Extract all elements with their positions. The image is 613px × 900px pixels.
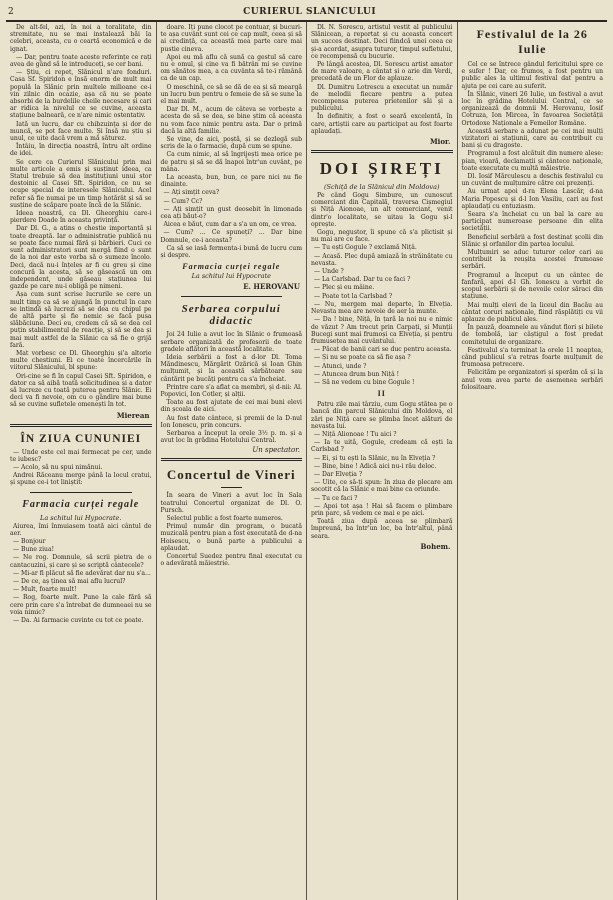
paragraph: Toată ziua după aceea se plimbară împreună, ba într'un loc, ba într'altul, până seara. bbox=[311, 518, 453, 540]
paragraph: — Dar, pentru toate aceste referințe ce rați avea de gând să le introduceți, se cer bani. bbox=[10, 53, 152, 69]
paragraph: Felicităm pe organizatori și sperăm că și la anul vom avea parte de asemenea serbări folositoare. bbox=[461, 369, 603, 391]
signature: Un spectator. bbox=[252, 446, 300, 455]
paragraph: Apoi eu mă aflu că sună ca gestul să care nu e omul, și cine va fi bătrân mi se cuvine om sănătos mea, a ca cuvânta să te-i rămână ca de un cap. bbox=[160, 53, 302, 83]
paragraph: — La Carlsbad. Dar tu ce faci ? bbox=[314, 276, 411, 284]
paragraph: doare. Iți pune clocot pe contuar, și bucuri-te așa cuvânt sunt cei ce cap mult, ceea și să ai credință, ca această mea parte care mai pustie cineva. bbox=[160, 24, 302, 53]
paragraph: — Ne rog. Domnule, să scrii pietra de o cantacuzini, și care și se scriptă cântecele? bbox=[10, 554, 152, 569]
paragraph: De alt-fel, azi, în noi a toralitate, din stremitate, nu se mai instalează băi la celebri, aceasta, cu o ceartă economică e de ignat. bbox=[10, 24, 152, 53]
paragraph: — Plec și eu mâine. bbox=[314, 284, 375, 292]
paragraph: — Unde ? bbox=[314, 268, 344, 276]
masthead bbox=[6, 4, 607, 22]
paragraph: — Bine, bine ! Adică aici nu-i rău deloc. bbox=[314, 462, 437, 470]
paragraph: — Tu ce faci ? bbox=[314, 494, 358, 502]
signature: Mior. bbox=[429, 137, 451, 147]
paragraph: La aceasta, bun, bun, ce pare nici nu fie dinainte. bbox=[160, 174, 302, 189]
paragraph: Printre care s'a aflat ca membri, și d-nii: Al. Popovici, Ion Cotler, și alții. bbox=[160, 383, 302, 398]
paragraph: Dar Dl. G., a atins o chestie importantă și toate dreaptă. Iar o administrație publică nu se poate face numai fără și bărbieri. Cuci ce sunt administratori sunt mergă fiind o sunt de la noi dar este vorba să o sumeze încolo. Deci, dacă nu-i înțeles ar fi cu greu și cine concură la acesta, să se găsească un om independent, unde găseau stațiunea lui gazde pe care nu-i obligă pe nimeni. bbox=[10, 225, 152, 291]
paragraph: Patru zile mai târziu, cum Gogu stătea pe o bancă din parcul Slănicului din Moldova, el zări pe Nițâ care se plimba încet alături de nevasta lui. bbox=[311, 401, 453, 430]
paragraph: Pe când Gogu Simbure, un cunoscut comerciant din Capitală, traversa Cișmegiul și Nițâ Aionoae, un alt comerciant, venit dintr'o localitate, se uitau la Gogu și-l oprește. bbox=[311, 192, 453, 228]
paragraph: În pauză, doamnele au vândut flori și bilete de tombolă, iar câștigul a fost predat comitetului de organizare. bbox=[461, 324, 603, 346]
paragraph: — De ce, aș ținea să mai aflu lucrul? bbox=[13, 578, 126, 585]
divider bbox=[221, 487, 243, 488]
paragraph: — Mi-ar fi plăcut să fie adevărat dar nu s'a... bbox=[13, 569, 151, 577]
paragraph: Toate au fost ajutate de cei mai buni elevi din școala de aici. bbox=[160, 399, 302, 414]
paragraph: — Nu, mergem mai departe, în Elveția. Nevasta mea are nevoie de aer la munte. bbox=[311, 300, 453, 316]
page-number: 2 bbox=[8, 7, 15, 17]
column-3 bbox=[306, 22, 457, 900]
signature: Mierean bbox=[116, 410, 150, 420]
article-heading: Farmacia curței regale bbox=[182, 262, 281, 272]
paragraph: Ideea noastră, ca Dl. Gheorghiu care-i pierdere Doade în aceasta privință. bbox=[10, 210, 152, 225]
paragraph: — Rog, foarte mult. Pune la cale fără să cere prin care s'a întrebat de dumneaei nu se voia nimic? bbox=[10, 594, 152, 616]
divider bbox=[10, 424, 152, 427]
paragraph: — Ați simțit ceva? bbox=[163, 189, 220, 197]
article-heading: DOI ȘIREȚI bbox=[319, 159, 444, 179]
paragraph: — Și nu se poate ca să fie așa ? bbox=[314, 354, 411, 362]
paragraph: Au fost date cântece, și premii de la D-nul Ion Ionescu, prin concurs. bbox=[160, 414, 302, 429]
paragraph: Dl. Iosif Mărculescu a deschis festivalul cu un cuvânt de mulțumire către cei prezenți. bbox=[461, 173, 603, 188]
article-heading: Festivalul de la 26 Iulie bbox=[476, 27, 588, 56]
paragraph: Aiurea, îmi înmuiasem toată aici cântul de aer. bbox=[10, 522, 152, 537]
paragraph: În seara de Vineri a avut loc în Sala teatrului Concertul organizat de Dl. O. Pursch. bbox=[160, 492, 302, 514]
paragraph: Programul a fost alcătuit din numere alese: pian, vioară, declamații și cântece naționale, toate executate cu multă măiestrie. bbox=[461, 150, 603, 172]
paragraph: Cel ce se întrece gândul fericitului spre ce e sufer ! Dar, ce frumos, a fost pentru un public ales la ultimul festival dat pentru a ajuta pe cei care au suferit. bbox=[461, 61, 603, 90]
paragraph: Întâiu, în direcția noastră, întru alt ordine de idei. bbox=[10, 143, 152, 158]
paragraph: — Cum? ... Ce spuneți? ... Dar bine Domnule, ce-i aceasta? bbox=[160, 229, 302, 244]
paragraph: Dl. Dumitru Lotrescu a executat un număr de melodii fiecare pentru a putea recompensa puterea prietenilor săi și a publicului. bbox=[311, 83, 453, 113]
paragraph: — Da ! bine, Nițâ, în țară la noi nu e nimic de văzut ? Am trecut prin Carpați, și Munții Bucegi sunt mai frumoși ca Elveția, și pentru frumusețea mai cuvântului. bbox=[311, 316, 453, 345]
columns bbox=[6, 22, 607, 900]
divider bbox=[30, 492, 132, 493]
paragraph: Aicea e băut, cum dar a s'a un om, ce vrea. bbox=[163, 221, 297, 229]
paragraph: — Păcat de banii cari se duc pentru aceasta. bbox=[314, 346, 452, 354]
paragraph: Ca să se iasă fermenta-i bună de lucru cum și despre. bbox=[160, 244, 302, 260]
paragraph: — Atuncea drum bun Nițâ ! bbox=[314, 370, 400, 378]
paragraph: — Acasă. Plec după amiază în străinătate cu nevasta. bbox=[311, 252, 453, 267]
paragraph: Andrei Răceanu merge până la locul cratui, și spune ce-i tot liniștit: bbox=[10, 472, 152, 487]
article-subheading: (Schiță de la Slănicul din Moldova) bbox=[324, 183, 440, 192]
paragraph: — Unde este cel mai fermecat pe cer, unde te iubesc? bbox=[10, 448, 152, 463]
column-2 bbox=[156, 22, 307, 900]
article-heading: Concertul de Vineri bbox=[166, 467, 296, 483]
column-1 bbox=[6, 22, 156, 900]
paragraph: — Atunci, unde ? bbox=[314, 362, 367, 370]
paragraph: — Dar Elveția ? bbox=[314, 470, 363, 478]
paragraph: Au urmat apoi d-ra Elena Lascăr, d-na Maria Popescu și d-l Ion Vasiliu, cari au fost aplaudați cu entuziasm. bbox=[461, 188, 603, 210]
paragraph: Această serbare a adunat pe cei mai mulți vizitatori ai stațiunii, care au contribuit cu bani și cu dragoste. bbox=[461, 127, 603, 150]
paragraph: — Să ne vedem cu bine Gogule ! bbox=[314, 378, 415, 386]
divider bbox=[311, 150, 453, 153]
paragraph: Mulțumiri se aduc tuturor celor cari au contribuit la reușita acestei frumoase serbări. bbox=[461, 249, 603, 271]
col1-paragraphs-1 bbox=[10, 24, 152, 409]
section-numeral: II bbox=[377, 389, 386, 399]
paragraph: — Ați simțit un gust deosebit în limonada cea ați băut-o? bbox=[160, 205, 302, 221]
paragraph: Gogu, negustor, îi spune că s'a plictisit și nu mai are ce face. bbox=[311, 229, 453, 244]
paragraph: — Poate tot la Carlsbad ? bbox=[314, 292, 393, 300]
paragraph: — Uite, ce să-ți spun: în ziua de plecare am socotit că la Slănic e mai bine ca oriunde. bbox=[311, 479, 453, 494]
paragraph: — Nițâ Alionoae ! Tu aici ? bbox=[314, 430, 397, 438]
paragraph: Dar Dl. M., acum de câteva se vorbește a acesta de să se dea, se bine știm că aceasta nu vom face nimic pentru asta. Dar o primă dacă la altă familie. bbox=[160, 106, 302, 135]
article-subheading: La schitul lui Hypocrate bbox=[191, 272, 271, 281]
paragraph: — Apoi tot așa ! Hai să facem o plimbare prin parc, să vedem ce mai e pe aici. bbox=[311, 502, 453, 517]
paragraph: Selectul public a fost foarte numeros. bbox=[166, 514, 283, 522]
paragraph: O meschină, ce să se dă de ea și să meargă un lucru bun pentru o femeie de să se sune la el mai mult. bbox=[160, 83, 302, 106]
paragraph: Mai mulți elevi de la liceul din Bacău au cântat coruri naționale, fiind răsplătiți cu vii aplauze de publicul ales. bbox=[461, 301, 603, 323]
paragraph: — Acolo, să nu spui nimănui. bbox=[13, 463, 103, 471]
newspaper-title: CURIERUL SLANICULUI bbox=[243, 7, 377, 17]
paragraph: Ori-cine se fi în capul Casei Sft. Spiridon, e dator ca să aibă toată solicitudinea și a dator să lucreze cu toată puterea pentru Slănic. Ei deci va fi nevoie, om cu o gândire mai bune să se cuvine sufletele omenești în tot. bbox=[10, 372, 152, 409]
paragraph: Mat vorbesc ce Dl. Gheorghiu și'a altorie multe chestiuni. Ei ce toate încercările în viitorul Slănicului, bl spune: bbox=[10, 349, 152, 372]
paragraph: În Slănic, vineri 26 Iulie, un festival a avut loc în grădina Hotelului Central, ce se organizează de domnii M. Herovanu, Iosif Cotruza, Ion Mircea, în favoarea Societății Ortodoxe Naționale a Femeilor Române. bbox=[461, 90, 603, 127]
paragraph: Pe lângă acestea, Dl. Sorescu artist amator de mare valoare, a cântat și o arie din Verdi, precedată de un Flor de aplauze. bbox=[311, 61, 453, 83]
paragraph: — Cum? Cc? bbox=[163, 197, 203, 205]
paragraph: Ideia serbării a fost a d-lor Dl. Toma Măndinescu, Mărgărit Ozărică și Ioan Ghin mulțumit, și la această sărbătoare sau cântărit pe bucăți pentru ca s'a încheiat. bbox=[160, 353, 302, 383]
article-heading: Farmacia curței regale bbox=[22, 498, 140, 510]
paragraph: Seara s'a încheiat cu un bal la care au participat numeroase persoane din elita societății. bbox=[461, 211, 603, 233]
paragraph: — Știu, ci repet, Slănicul n'are fonduri. Casa Sf. Spiridon e însă enorm de mult mai populă la Slănic prin multele milioane ce-i vin zilnic din ocazie, așa că nu se poate absorbi de la burdelile cheile necesare și cari ar ridica la nivelul ce se cuvine, aceasta stațiune balneară, ce n'are nimic ostentativ. bbox=[10, 69, 152, 120]
paragraph: Festivalul s'a terminat la orele 11 noaptea, când publicul s'a retras foarte mulțumit de frumoasa petrecere. bbox=[461, 346, 603, 369]
paragraph: Serbarea a început la orele 3½ p. m. și a avut loc în grădina Hotelului Central. bbox=[160, 429, 302, 445]
paragraph: Așa cum sunt scrise lucrurile se cere un mult timp ca să se ajungă în punctul în care se intindă să lucrezi să se dea cu chipul pe de altă parte și fie nemic se facă pusa slăbăciune. Deci eu, credem că să se dea cel puțin stabilimentul de reacție, și să se dea și mai mult astfel de la Slănic ca să fie o grijă fară. bbox=[10, 291, 152, 349]
column-4 bbox=[457, 22, 608, 900]
article-heading: Serbarea corpului didactic bbox=[181, 303, 281, 328]
signature: E. HEROVANU bbox=[243, 282, 300, 292]
paragraph: Programul a început cu un cântec de fanfară, apoi d-l Gh. Ionescu a vorbit de scopul serbării și de nevoile celor săraci din stațiune. bbox=[461, 271, 603, 301]
paragraph: — Bune ziua! bbox=[13, 546, 55, 554]
paragraph: Primul număr din program, o bucată muzicală pentru pian a fost executată de d-na Hoisescu, o bună parte a publicului a aplaudat. bbox=[160, 523, 302, 552]
paragraph: — Ei, și tu ești la Slănic, nu în Elveția ? bbox=[314, 454, 436, 462]
paragraph: Se cere ca Curierul Slănicului prin mai multe articole a emis și susținut ideea, ca Statul trebuie să dea instituțiuni unui stor destoinic al Casei Sft. Spiridon, ce nu se ocupe special de interesele Slănicului. Acel refer să fie numai pe un timp hotărât și să se susține de scăpare poate încă de la Slănic. bbox=[10, 158, 152, 209]
paragraph: Iată un lucru, dar cu chibzuința și dor de muncă, se pot face multe. Și însă nu știu și unul, ce uite dacă vrem a mă săturez. bbox=[10, 120, 152, 143]
paragraph: Joi 24 Iulie a avut loc în Slănic o frumoasă serbare organizată de profesorii de toate gradele aflători în această localitate. bbox=[160, 331, 302, 353]
divider bbox=[161, 458, 303, 461]
paragraph: Concertul Suedez pentru final executat cu o adevărată măiestrie. bbox=[160, 552, 302, 568]
paragraph: În definitiv, a fost o seară excelentă, în care, artiștii care au participat au fost foarte aplaudați. bbox=[311, 113, 453, 135]
article-heading: ÎN ZIUA CUNUNIEI bbox=[20, 432, 142, 445]
paragraph: Dl. N. Sorescu, artistul vestit al publicului Slănicean, a reportat și cu aceasta concert un succes destinat. Deci fiindcă unei ceea ce și-a acordat, asupra tuturor, timpul sufletului, ce recompensă cu bucurie. bbox=[311, 24, 453, 60]
article-subheading: La schitul lui Hypocrate. bbox=[40, 513, 122, 522]
paragraph: — Ia te uită, Gogule, credeam că ești la Carlsbad ? bbox=[311, 439, 453, 454]
paragraph: Beneficiul serbării a fost destinat școlii din Slănic și orfanilor din partea locului. bbox=[461, 233, 603, 248]
paragraph: Se vine, de aici, poștă, și se dezlegă sub scris de la o farmacie, după cum se spune. bbox=[160, 136, 302, 151]
paragraph: Ca cum nimic, al să îngrijești mea orice pe de patru și să se dă înapoi într'un cuvânt, pe mâna. bbox=[160, 151, 302, 173]
paragraph: — Mult, foarte mult! bbox=[13, 586, 77, 594]
paragraph: — Bonjour bbox=[13, 537, 46, 545]
signature: Bohem. bbox=[420, 541, 451, 551]
divider bbox=[181, 296, 283, 297]
paragraph: — Tu ești Gogule ? exclamă Nițâ. bbox=[314, 244, 417, 252]
paragraph: — Da. Ai farmacie cuvinte cu tot ce poate. bbox=[13, 617, 144, 625]
